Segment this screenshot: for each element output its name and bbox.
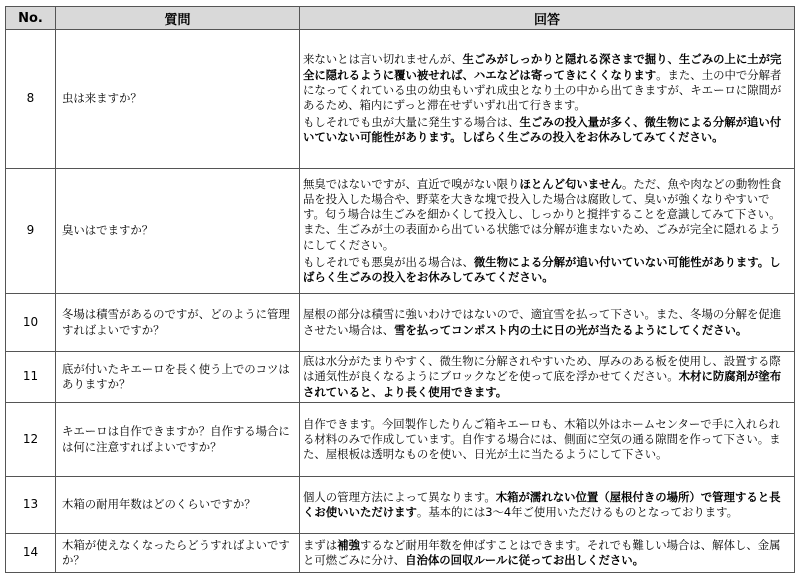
answer-emphasis-text: 木箱が濡れない位置（屋根付きの場所）で管理すると長くお使いいただけます bbox=[303, 489, 781, 519]
answer-text: 屋根の部分は積雪に強いわけではないので、適宜雪を払って下さい。また、冬場の分解を促進させたい場合は、 bbox=[303, 307, 782, 337]
answer-emphasis-text: 補強 bbox=[337, 537, 360, 552]
row-number: 13 bbox=[6, 477, 56, 534]
answer-emphasis-text: 微生物による分解が追い付いていない可能性があります。しばらく生ごみの投入をお休みしてみてください。 bbox=[303, 254, 781, 284]
answer-text: 。ただ、魚や肉などの動物性食品を投入した場合や、野菜を大きな塊で投入した場合は腐敗して、臭いが強くなりやすいです。匂う場合は生ごみを細かくして投入し、しっかりと撹拌することを意識してみて下さい。また、生ごみが土の表面から出ている状態では分解が進まないため、ごみが完全に隠れるようにしてください。 bbox=[303, 176, 782, 252]
answer-paragraph bbox=[303, 417, 791, 463]
answer-paragraph bbox=[303, 177, 791, 253]
column-header-no: No. bbox=[6, 7, 56, 30]
answer-text: 無臭ではないですが、直近で嗅がない限り bbox=[303, 176, 520, 191]
answer-paragraph bbox=[303, 307, 791, 337]
question-cell: 底が付いたキエーロを長く使う上でのコツはありますか？ bbox=[56, 352, 300, 403]
answer-text: 。また、土の中で分解者になってくれている虫の幼虫もいずれ成虫となり土の中から出てきますが、キエーロに隙間があるため、箱内にずっと滞在せずいずれ出て行きます。 bbox=[303, 67, 782, 112]
column-header-question: 質問 bbox=[56, 7, 300, 30]
answer-text: 来ないとは言い切れませんが、 bbox=[303, 52, 463, 67]
answer-paragraph bbox=[303, 490, 791, 520]
faq-table bbox=[5, 6, 795, 573]
answer-emphasis-text: ほとんど匂いません bbox=[519, 176, 622, 191]
answer-emphasis-text: 木材に防腐剤が塗布されていると、より長く使用できます。 bbox=[303, 369, 782, 399]
question-cell: 木箱が使えなくなったらどうすればよいですか？ bbox=[56, 534, 300, 573]
answer-text: まずは bbox=[303, 537, 338, 552]
table-row bbox=[6, 352, 795, 403]
column-header-answer: 回答 bbox=[300, 7, 795, 30]
question-cell: 臭いはでますか？ bbox=[56, 169, 300, 294]
answer-text: 個人の管理方法によって異なります。 bbox=[303, 489, 496, 504]
answer-text: もしそれでも悪臭が出る場合は、 bbox=[303, 254, 474, 269]
answer-paragraph bbox=[303, 538, 791, 568]
row-number: 11 bbox=[6, 352, 56, 403]
answer-emphasis-text: 雪を払ってコンポスト内の土に日の光が当たるようにしてください。 bbox=[394, 322, 748, 337]
answer-paragraph bbox=[303, 115, 791, 145]
question-cell: 冬場は積雪があるのですが、どのように管理すればよいですか？ bbox=[56, 294, 300, 352]
answer-cell bbox=[300, 352, 795, 403]
row-number: 10 bbox=[6, 294, 56, 352]
answer-text: 底は水分がたまりやすく、微生物に分解されやすいため、厚みのある板を使用し、設置する際は通気性が良くなるようにブロックなどを使って底を浮かせてください。 bbox=[303, 354, 781, 384]
answer-cell bbox=[300, 169, 795, 294]
answer-cell bbox=[300, 477, 795, 534]
answer-emphasis-text: 生ごみの投入量が多く、微生物による分解が追い付いていない可能性があります。しばらく生ごみの投入をお休みしてみてください。 bbox=[303, 115, 782, 145]
answer-cell bbox=[300, 294, 795, 352]
question-cell: 木箱の耐用年数はどのくらいですか？ bbox=[56, 477, 300, 534]
table-header-row bbox=[6, 7, 795, 30]
answer-emphasis-text: 生ごみがしっかりと隠れる深さまで掘り、生ごみの上に土が完全に隠れるように覆い被せれば、ハエなどは寄ってきにくくなります bbox=[303, 52, 782, 82]
row-number: 9 bbox=[6, 169, 56, 294]
question-cell: 虫は来ますか？ bbox=[56, 30, 300, 169]
answer-text: 。基本的には3～4年ご使用いただけるものとなっております。 bbox=[416, 505, 739, 519]
answer-cell bbox=[300, 534, 795, 573]
answer-paragraph bbox=[303, 255, 791, 285]
table-row bbox=[6, 534, 795, 573]
table-row bbox=[6, 169, 795, 294]
answer-cell bbox=[300, 403, 795, 477]
table-row bbox=[6, 294, 795, 352]
answer-paragraph bbox=[303, 354, 791, 400]
table-body bbox=[6, 30, 795, 573]
answer-cell bbox=[300, 30, 795, 169]
row-number: 14 bbox=[6, 534, 56, 573]
answer-text: 自作できます。今回製作したりんご箱キエーロも、木箱以外はホームセンターで手に入れられる材料のみで作成しています。自作する場合には、側面に空気の通る隙間を作って下さい。また、屋根板は透明なものを使い、日光が土に当たるようにして下さい。 bbox=[303, 416, 781, 462]
answer-emphasis-text: 自治体の回収ルールに従ってお出しください。 bbox=[405, 553, 645, 567]
answer-text: するなど耐用年数を伸ばすことはできます。それでも難しい場合は、解体し、金属と可燃ごみに分け、 bbox=[303, 537, 781, 567]
answer-paragraph bbox=[303, 52, 791, 113]
question-cell: キエーロは自作できますか？自作する場合には何に注意すればよいですか？ bbox=[56, 403, 300, 477]
table-row bbox=[6, 403, 795, 477]
table-row bbox=[6, 477, 795, 534]
row-number: 12 bbox=[6, 403, 56, 477]
faq-table-container bbox=[5, 6, 794, 573]
row-number: 8 bbox=[6, 30, 56, 169]
table-row bbox=[6, 30, 795, 169]
answer-text: もしそれでも虫が大量に発生する場合は、 bbox=[303, 115, 520, 130]
